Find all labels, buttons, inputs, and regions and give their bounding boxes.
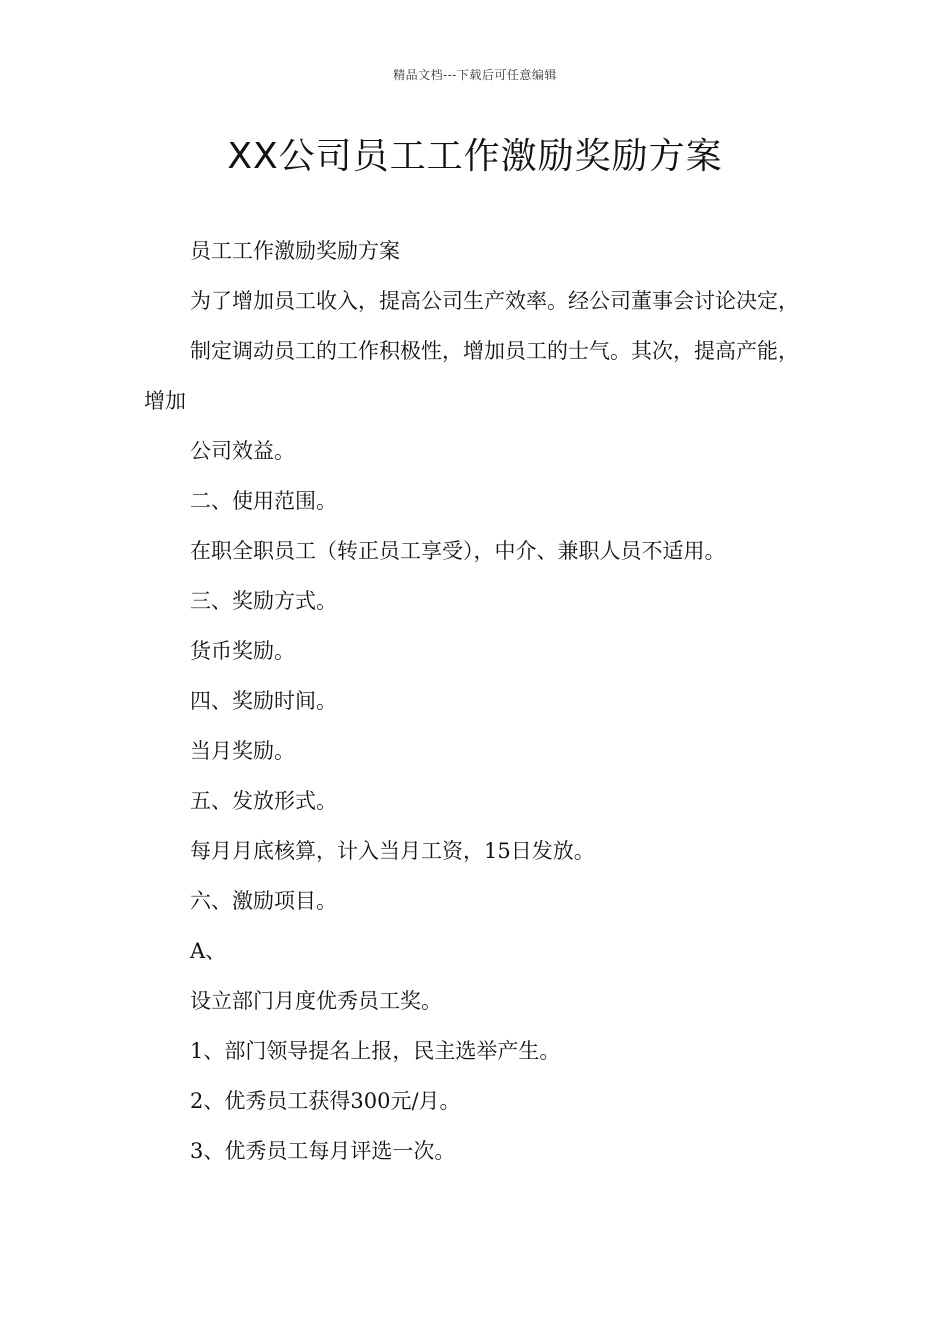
- paragraph-method: 货币奖励。: [190, 639, 295, 663]
- list-item-1: 1、部门领导提名上报，民主选举产生。: [190, 1039, 561, 1063]
- section-heading-time: 四、奖励时间。: [190, 689, 337, 713]
- paragraph-purpose-cont: 制定调动员工的工作积极性，增加员工的士气。其次，提高产能，增加: [144, 339, 799, 413]
- section-heading-form: 五、发放形式。: [190, 789, 337, 813]
- paragraph-scope: 在职全职员工（转正员工享受），中介、兼职人员不适用。: [190, 539, 726, 563]
- paragraph-purpose: 为了增加员工收入，提高公司生产效率。经公司董事会讨论决定，: [190, 289, 799, 313]
- section-heading-items: 六、激励项目。: [190, 889, 337, 913]
- item-label-a: A、: [190, 939, 227, 963]
- section-heading-scope: 二、使用范围。: [190, 489, 337, 513]
- header-note: 精品文档---下载后可任意编辑: [393, 68, 557, 82]
- paragraph-subtitle: 员工工作激励奖励方案: [190, 239, 400, 263]
- paragraph-form: 每月月底核算，计入当月工资，15日发放。: [190, 839, 595, 863]
- paragraph-purpose-end: 公司效益。: [190, 439, 295, 463]
- paragraph-time: 当月奖励。: [190, 739, 295, 763]
- document-title: XX公司员工工作激励奖励方案: [227, 136, 723, 177]
- list-item-3: 3、优秀员工每月评选一次。: [190, 1139, 456, 1163]
- document-body: [144, 226, 808, 1176]
- section-heading-method: 三、奖励方式。: [190, 589, 337, 613]
- paragraph-award: 设立部门月度优秀员工奖。: [190, 989, 442, 1013]
- list-item-2: 2、优秀员工获得300元/月。: [190, 1089, 461, 1113]
